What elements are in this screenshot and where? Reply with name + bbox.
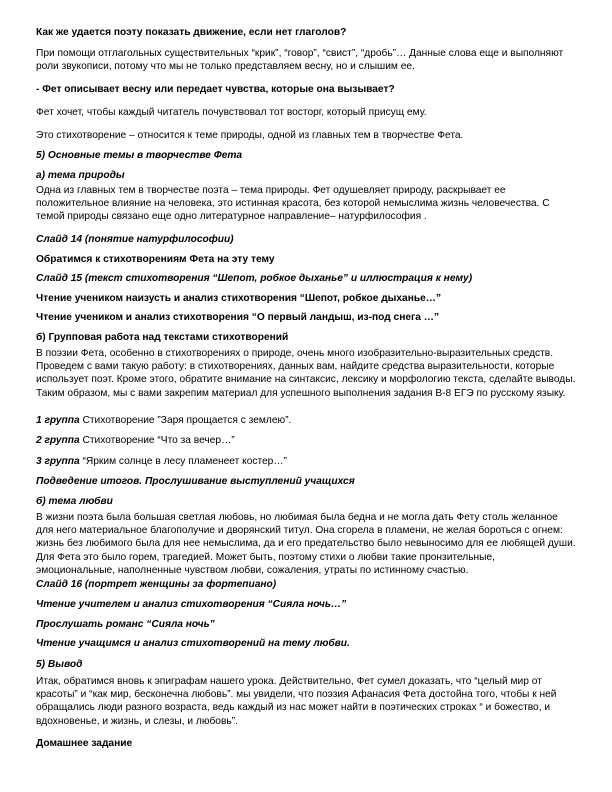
- group-1: [36, 414, 576, 427]
- student-reading: Чтение учащимся и анализ стихотворений на тему любви.: [36, 638, 350, 649]
- results-summary: Подведение итогов. Прослушивание выступлений учащихся: [36, 476, 355, 487]
- section-conclusion: 5) Вывод: [36, 659, 83, 670]
- reading-landysh: Чтение учеником и анализ стихотворения “О первый ландыш, из-под снега …”: [36, 312, 440, 323]
- section-main-themes: 5) Основные темы в творчестве Фета: [36, 150, 243, 161]
- slide-16: Слайд 16 (портрет женщины за фортепиано): [36, 579, 277, 590]
- love-paragraph: В жизни поэта была большая светлая любовь, но любимая была бедна и не могла дать Фету столь желанное для него материальное благополучие и дворянский титул. Она сгорела в пламени, не желая бороться с огнем: жизнь без любимого была для нее немыслима, да и его предательство было невыносимо для ее любящей души. Для Фета это было горем, трагедией. Может быть, поэтому стихи о любви такие пронзительные, эмоциональные, наполненные чувством любви, сожаления, утраты по истинному счастью.: [36, 512, 576, 576]
- answer-motion: При помощи отглагольных существительных “крик”, “говор”, “свист”, “дробь”… Данные слова еще и выполняют роли звукописи, потому что мы не только представляем весну, но и слышим ее.: [36, 48, 564, 73]
- group-2-poem: Стихотворение “Что за вечер…”: [79, 435, 235, 446]
- conclusion-paragraph: Итак, обратимся вновь к эпиграфам нашего урока. Действительно, Фет сумел доказать, что “целый мир от красоты” и “как мир, бесконечна любовь”. мы увидели, что поэзия Афанасия Фета достойна того, чтобы к ней обращались люди разного возраста, ведь каждый из нас может найти в поэтических строках “ и божество, и вдохновенье, и жизнь, и слезы, и любовь”.: [36, 676, 557, 727]
- subsection-love: б) тема любви: [36, 496, 113, 507]
- group-3-poem: “Ярким солнце в лесу пламенеет костер…”: [79, 456, 287, 467]
- group-2: [36, 434, 576, 447]
- slide-15: Слайд 15 (текст стихотворения “Шепот, робкое дыханье” и иллюстрация к нему): [36, 273, 473, 284]
- group-work-heading: б) Групповая работа над текстами стихотворений: [36, 332, 289, 343]
- group-1-poem: Стихотворение ”Заря прощается с землею”.: [79, 415, 292, 426]
- group-3-label: 3 группа: [36, 456, 80, 467]
- listen-romance: Прослушать романс “Сияла ночь”: [36, 619, 215, 630]
- reading-shepot: Чтение учеником наизусть и анализ стихотворения “Шепот, робкое дыханье…”: [36, 293, 442, 304]
- homework-heading: Домашнее задание: [36, 738, 133, 749]
- slide-14: Слайд 14 (понятие натурфилософии): [36, 234, 234, 245]
- nature-paragraph: Одна из главных тем в творчестве поэта – тема природы. Фет одушевляет природу, раскрывает ее положительное влияние на человека, это истинная красота, без которой немыслима жизнь человечества. С темой природы связано еще одно литературное направление– натурфилософия .: [36, 185, 550, 223]
- poems-intro: Обратимся к стихотворениям Фета на эту тему: [36, 254, 275, 265]
- group-1-label: 1 группа: [36, 415, 80, 426]
- question-motion: Как же удается поэту показать движение, если нет глаголов?: [36, 27, 347, 38]
- group-work-paragraph: В поэзии Фета, особенно в стихотворениях о природе, очень много изобразительно-выразительных средств. Проведем с вами такую работу: в стихотворениях, данных вам, найдите средства выразительности, которые использует поэт. Кроме этого, обратите внимание на синтаксис, лексику и морфологию текста, сделайте выводы. Таким образом, мы с вами закрепим материал для успешного выполнения задания В-8 ЕГЭ по русскому языку.: [36, 348, 576, 399]
- nature-theme-note: Это стихотворение – относится к теме природы, одной из главных тем в творчестве Фета.: [36, 130, 464, 141]
- question-spring: - Фет описывает весну или передает чувства, которые она вызывает?: [36, 84, 395, 95]
- group-3: [36, 455, 576, 468]
- teacher-reading: Чтение учителем и анализ стихотворения “Сияла ночь…”: [36, 599, 347, 610]
- answer-spring: Фет хочет, чтобы каждый читатель почувствовал тот восторг, который присущ ему.: [36, 107, 427, 118]
- subsection-nature: а) тема природы: [36, 170, 125, 181]
- group-2-label: 2 группа: [36, 435, 80, 446]
